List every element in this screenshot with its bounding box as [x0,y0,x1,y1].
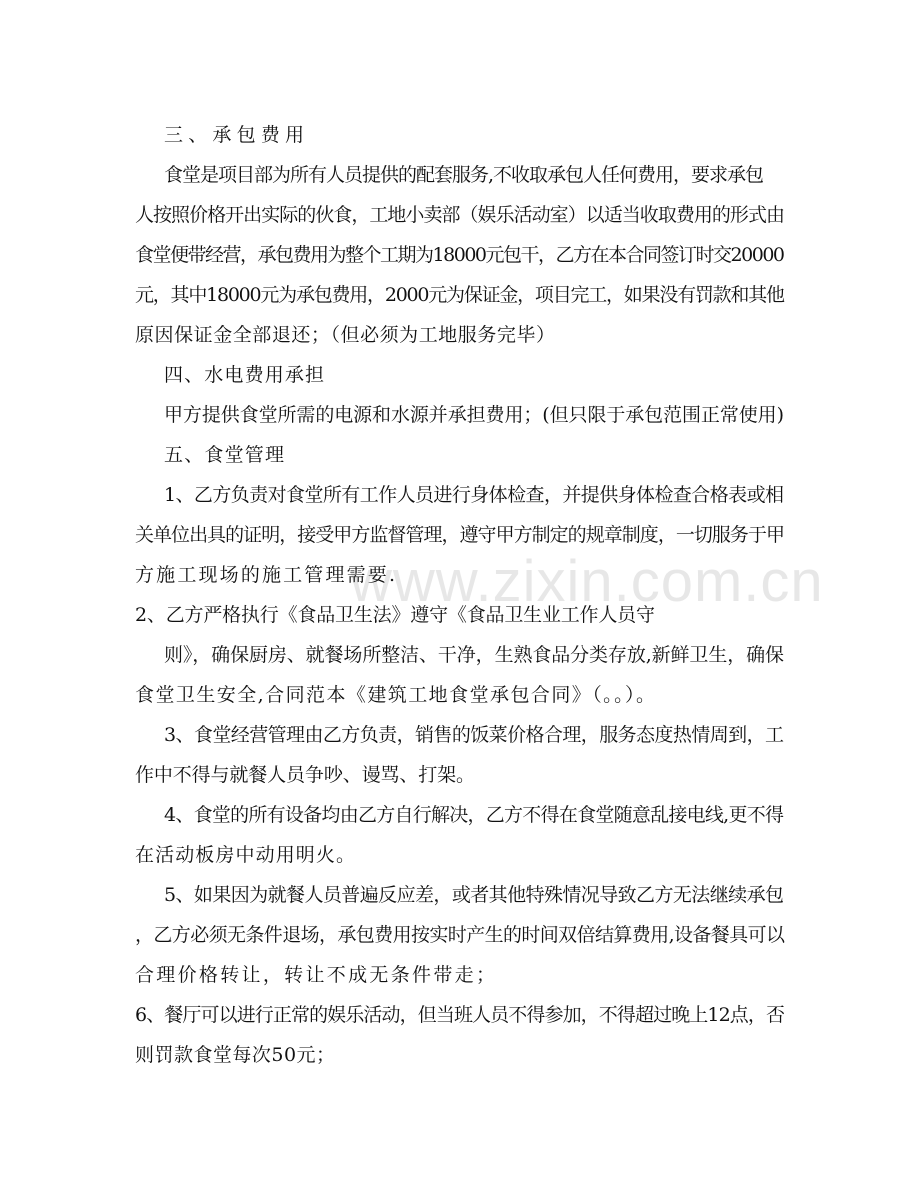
paragraph-line: ，乙方必须无条件退场，承包费用按实时产生的时间双倍结算费用,设备餐具可以 [135,924,785,946]
paragraph-line: 则罚款食堂每次50元； [135,1044,336,1066]
paragraph-line: 作中不得与就餐人员争吵、谩骂、打架。 [135,764,475,786]
paragraph-line: 3、食堂经营管理由乙方负责，销售的饭菜价格合理，服务态度热情周到，工 [164,724,784,746]
paragraph-line: 4、食堂的所有设备均由乙方自行解决，乙方不得在食堂随意乱接电线,更不得 [164,804,784,826]
paragraph-line: 原因保证金全部退还；（但必须为工地服务完毕） [135,324,556,346]
section-heading-management: 五、食堂管理 [164,444,286,466]
paragraph-line: 6、餐厅可以进行正常的娱乐活动，但当班人员不得参加，不得超过晚上12点，否 [135,1004,785,1026]
paragraph-line: 食堂卫生安全,合同范本《建筑工地食堂承包合同》（。。）。 [135,684,657,706]
paragraph-line: 2、乙方严格执行《食品卫生法》遵守《食品卫生业工作人员守 [135,604,655,626]
paragraph-line: 1、乙方负责对食堂所有工作人员进行身体检查，并提供身体检查合格表或相 [164,484,784,506]
paragraph-line: 元，其中18000元为承包费用，2000元为保证金，项目完工，如果没有罚款和其他 [135,284,784,306]
paragraph-line: 在活动板房中动用明火。 [135,844,357,866]
paragraph-line: 方施工现场的施工管理需要. [135,564,398,586]
paragraph-line: 甲方提供食堂所需的电源和水源并承担费用；(但只限于承包范围正常使用) [164,404,784,426]
paragraph-line: 关单位出具的证明，接受甲方监督管理，遵守甲方制定的规章制度，一切服务于甲 [135,524,785,546]
paragraph-line: 人按照价格开出实际的伙食，工地小卖部（娱乐活动室）以适当收取费用的形式由 [135,204,785,226]
paragraph-line: 食堂是项目部为所有人员提供的配套服务,不收取承包人任何费用，要求承包 [164,164,763,186]
paragraph-line: 合理价格转让，转让不成无条件带走； [135,964,498,986]
section-heading-fees: 三、承包费用 [164,124,310,146]
watermark: www.zixin.com.cn [350,549,824,614]
section-heading-utilities: 四、水电费用承担 [164,364,326,386]
paragraph-line: 食堂便带经营，承包费用为整个工期为18000元包干，乙方在本合同签订时交20000 [135,244,784,266]
paragraph-line: 5、如果因为就餐人员普遍反应差，或者其他特殊情况导致乙方无法继续承包 [164,884,784,906]
paragraph-line: 则》，确保厨房、就餐场所整洁、干净，生熟食品分类存放,新鲜卫生，确保 [164,644,784,666]
